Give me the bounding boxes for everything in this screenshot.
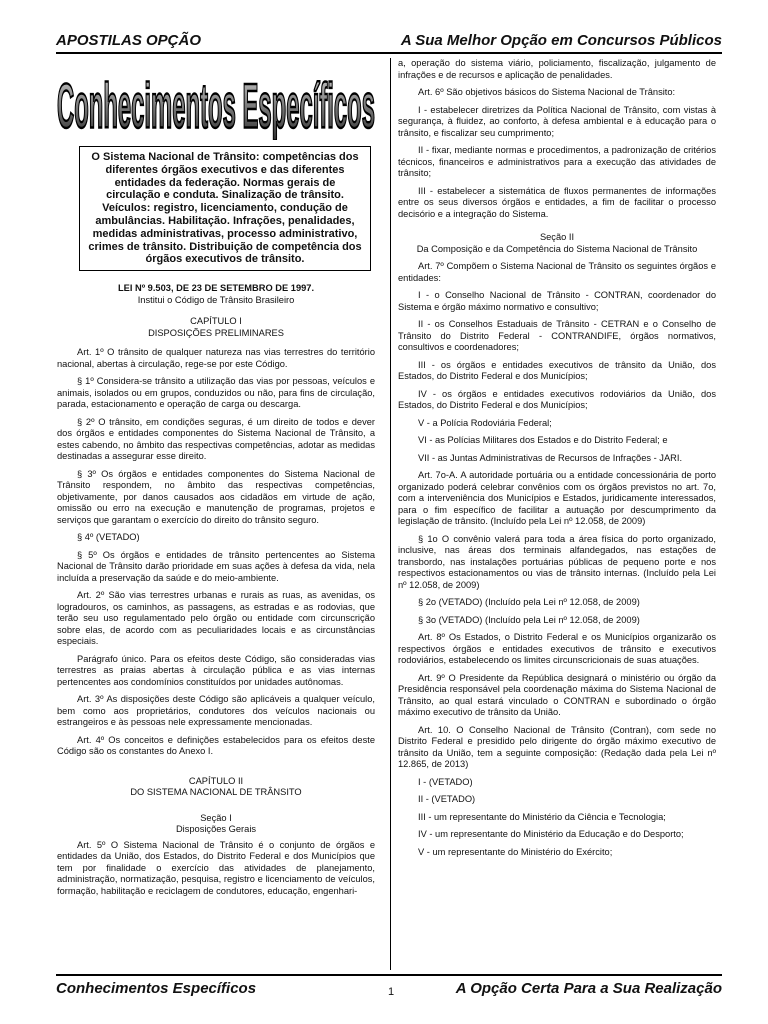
paragraph: Parágrafo único. Para os efeitos deste Código, são consideradas vias terrestres as praias abertas à circulação pública e as vias internas pertencentes aos condomínios constituídos por unidades autônomas. — [57, 653, 375, 687]
page-footer — [56, 974, 722, 1002]
chapter-1-name: DISPOSIÇÕES PRELIMINARES — [148, 327, 284, 338]
paragraph: Art. 2º São vias terrestres urbanas e rurais as ruas, as avenidas, os logradouros, os caminhos, as passagens, as estradas e as rodovias, que terão seu uso regulamentado pelo órgão ou entidade com circunscrição sobre elas, de acordo com as peculiaridades locais e as circunstâncias especiais. — [57, 590, 375, 647]
footer-left: Conhecimentos Específicos — [56, 980, 257, 997]
banner-logo — [57, 56, 375, 140]
paragraph: § 5º Os órgãos e entidades de trânsito pertencentes ao Sistema Nacional de Trânsito darão prioridade em suas ações à defesa da vida, nela incluída a preservação da saúde e do meio-ambiente. — [57, 549, 375, 583]
paragraph: II - (VETADO) — [418, 794, 476, 804]
paragraph: III - os órgãos e entidades executivos de trânsito da União, dos Estados, do Distrito Federal e dos Municípios; — [398, 359, 716, 381]
paragraph: § 2º O trânsito, em condições seguras, é um direito de todos e dever dos órgãos e entidades componentes do Sistema Nacional de Trânsito, a estes cabendo, no âmbito das respectivas competências, adotar as medidas destinadas a assegurar esse direito. — [57, 416, 375, 462]
paragraph: II - fixar, mediante normas e procedimentos, a padronização de critérios técnicos, financeiros e administrativos para a execução das atividades de trânsito; — [398, 145, 716, 178]
chapter-2-title: CAPÍTULO II — [188, 775, 244, 786]
footer-right: A Opção Certa Para a Sua Realização — [455, 980, 722, 997]
paragraph: I - (VETADO) — [418, 776, 473, 787]
paragraph: III - um representante do Ministério da Ciência e Tecnologia; — [418, 811, 666, 822]
column-divider — [390, 58, 391, 970]
header-left: APOSTILAS OPÇÃO — [56, 32, 202, 49]
paragraph: VII - as Juntas Administrativas de Recursos de Infrações - JARI. — [418, 452, 683, 463]
left-column — [57, 56, 375, 903]
section-1-name: Disposições Gerais — [175, 824, 257, 835]
paragraph: Art. 5º O Sistema Nacional de Trânsito é o conjunto de órgãos e entidades da União, dos Estados, do Distrito Federal e dos Municípios que tem por finalidade o exercício das atividades de planejamento, administração, normatização, pesquisa, registro e licenciamento de veículos, formação, habilitação e reciclagem de condutores, educação, engenhari- — [57, 839, 375, 896]
paragraph: Art. 10. O Conselho Nacional de Trânsito (Contran), com sede no Distrito Federal e presidido pelo dirigente do órgão máximo executivo de trânsito da União, tem a seguinte composição: (Redação dada pela Lei nº 12.865, de 2013) — [398, 724, 716, 769]
section-banner — [57, 56, 375, 140]
paragraph: a, operação do sistema viário, policiamento, fiscalização, julgamento de infrações e de recursos e aplicação de penalidades. — [398, 58, 716, 80]
section-1-title: Seção I — [200, 812, 232, 823]
paragraph: § 3o (VETADO) (Incluído pela Lei nº 12.058, de 2009) — [418, 614, 640, 625]
right-column — [398, 58, 716, 864]
paragraph: III - estabelecer a sistemática de fluxos permanentes de informações entre os seus diversos órgãos e entidades, a fim de facilitar o processo decisório e a integração do Sistema. — [398, 185, 716, 219]
section-2-title: Seção II — [539, 232, 575, 242]
paragraph: IV - os órgãos e entidades executivos rodoviários da União, dos Estados, do Distrito Federal e dos Municípios; — [398, 388, 716, 410]
header-right: A Sua Melhor Opção em Concursos Públicos — [400, 32, 722, 49]
paragraph: § 1º Considera-se trânsito a utilização das vias por pessoas, veículos e animais, isolados ou em grupos, conduzidos ou não, para fins de circulação, parada, estacionamento e operação de carga ou descarga. — [57, 376, 375, 410]
paragraph: I - o Conselho Nacional de Trânsito - CONTRAN, coordenador do Sistema e órgão máximo normativo e consultivo; — [398, 290, 716, 312]
page-header — [56, 30, 722, 54]
paragraph: IV - um representante do Ministério da Educação e do Desporto; — [418, 829, 684, 839]
paragraph: V - a Polícia Rodoviária Federal; — [418, 417, 552, 428]
paragraph: II - os Conselhos Estaduais de Trânsito - CETRAN e o Conselho de Trânsito do Distrito Federal - CONTRANDIFE, órgãos normativos, consultivos e coordenadores; — [398, 319, 716, 352]
topic-box: O Sistema Nacional de Trânsito: competências dos diferentes órgãos executivos e das diferentes entidades da federação. Normas gerais de circulação e conduta. Sinalização de trânsito. Veículos: registro, licenciamento, condução de ambulâncias. Habilitação. Infrações, penalidades, medidas administrativas, processo administrativo, crimes de trânsito. Distribuição de competência dos órgãos executivos de trânsito. — [79, 146, 371, 271]
paragraph: Art. 4º Os conceitos e definições estabelecidos para os efeitos deste Código são os constantes do Anexo I. — [57, 734, 375, 757]
paragraph: § 4º (VETADO) — [77, 532, 140, 543]
svg-text:Conhecimentos Específicos: Conhecimentos Específicos — [57, 71, 375, 140]
paragraph: § 1o O convênio valerá para toda a área física do porto organizado, inclusive, nas áreas dos terminais alfandegados, nas estações de transbordo, nas instalações portuárias públicas de pequeno porte e nos respectivos estacionamentos ou vias de trânsito internas. (Incluído pela Lei nº 12.058, de 2009) — [398, 533, 716, 590]
paragraph: Art. 1º O trânsito de qualquer natureza nas vias terrestres do território nacional, abertas à circulação, rege-se por este Código. — [57, 347, 375, 369]
chapter-2-name: DO SISTEMA NACIONAL DE TRÂNSITO — [130, 787, 302, 798]
paragraph: I - estabelecer diretrizes da Política Nacional de Trânsito, com vistas à segurança, à fluidez, ao conforto, à defesa ambiental e à educação para o trânsito, e fiscalizar seu cumprimento; — [398, 104, 716, 138]
chapter-1-title: CAPÍTULO I — [190, 316, 242, 327]
paragraph: Art. 7º Compõem o Sistema Nacional de Trânsito os seguintes órgãos e entidades: — [398, 261, 716, 283]
page-number: 1 — [388, 986, 395, 998]
paragraph: Art. 3º As disposições deste Código são aplicáveis a qualquer veículo, bem como aos proprietários, condutores dos veículos nacionais ou estrangeiros e às pessoas nele expressamente mencionadas. — [57, 694, 375, 728]
law-subtitle: Institui o Código de Trânsito Brasileiro — [137, 294, 295, 305]
paragraph: VI - as Polícias Militares dos Estados e do Distrito Federal; e — [418, 435, 668, 445]
paragraph: § 3º Os órgãos e entidades componentes do Sistema Nacional de Trânsito respondem, no âmbito das respectivas competências, objetivamente, por danos causados aos cidadãos em virtude de ação, omissão ou erro na execução e manutenção de programas, projetos e serviços que garantam o exercício do direito do trânsito seguro. — [57, 468, 375, 525]
paragraph: Art. 7o-A. A autoridade portuária ou a entidade concessionária de porto organizado poderá celebrar convênios com os órgãos previstos no art. 7o, com a interveniência dos Municípios e Estados, juridicamente interessados, para o fim específico de facilitar a autuação por descumprimento da legislação de trânsito. (Incluído pela Lei nº 12.058, de 2009) — [398, 470, 716, 526]
paragraph: Art. 6º São objetivos básicos do Sistema Nacional de Trânsito: — [418, 87, 676, 97]
paragraph: § 2o (VETADO) (Incluído pela Lei nº 12.058, de 2009) — [418, 597, 640, 607]
paragraph: Art. 9º O Presidente da República designará o ministério ou órgão da Presidência responsável pela coordenação máxima do Sistema Nacional de Trânsito, ao qual estará vinculado o CONTRAN e subordinado o órgão máximo executivo de trânsito da União. — [398, 672, 716, 717]
paragraph: V - um representante do Ministério do Exército; — [418, 846, 613, 857]
paragraph: Art. 8º Os Estados, o Distrito Federal e os Municípios organizarão os respectivos órgãos e entidades executivos de trânsito e executivos rodoviários, estabelecendo os limites circunscricionais de suas atuações. — [398, 632, 716, 665]
section-2-name: Da Composição e da Competência do Sistema Nacional de Trânsito — [416, 243, 698, 254]
law-title: LEI Nº 9.503, DE 23 DE SETEMBRO DE 1997. — [117, 283, 315, 294]
